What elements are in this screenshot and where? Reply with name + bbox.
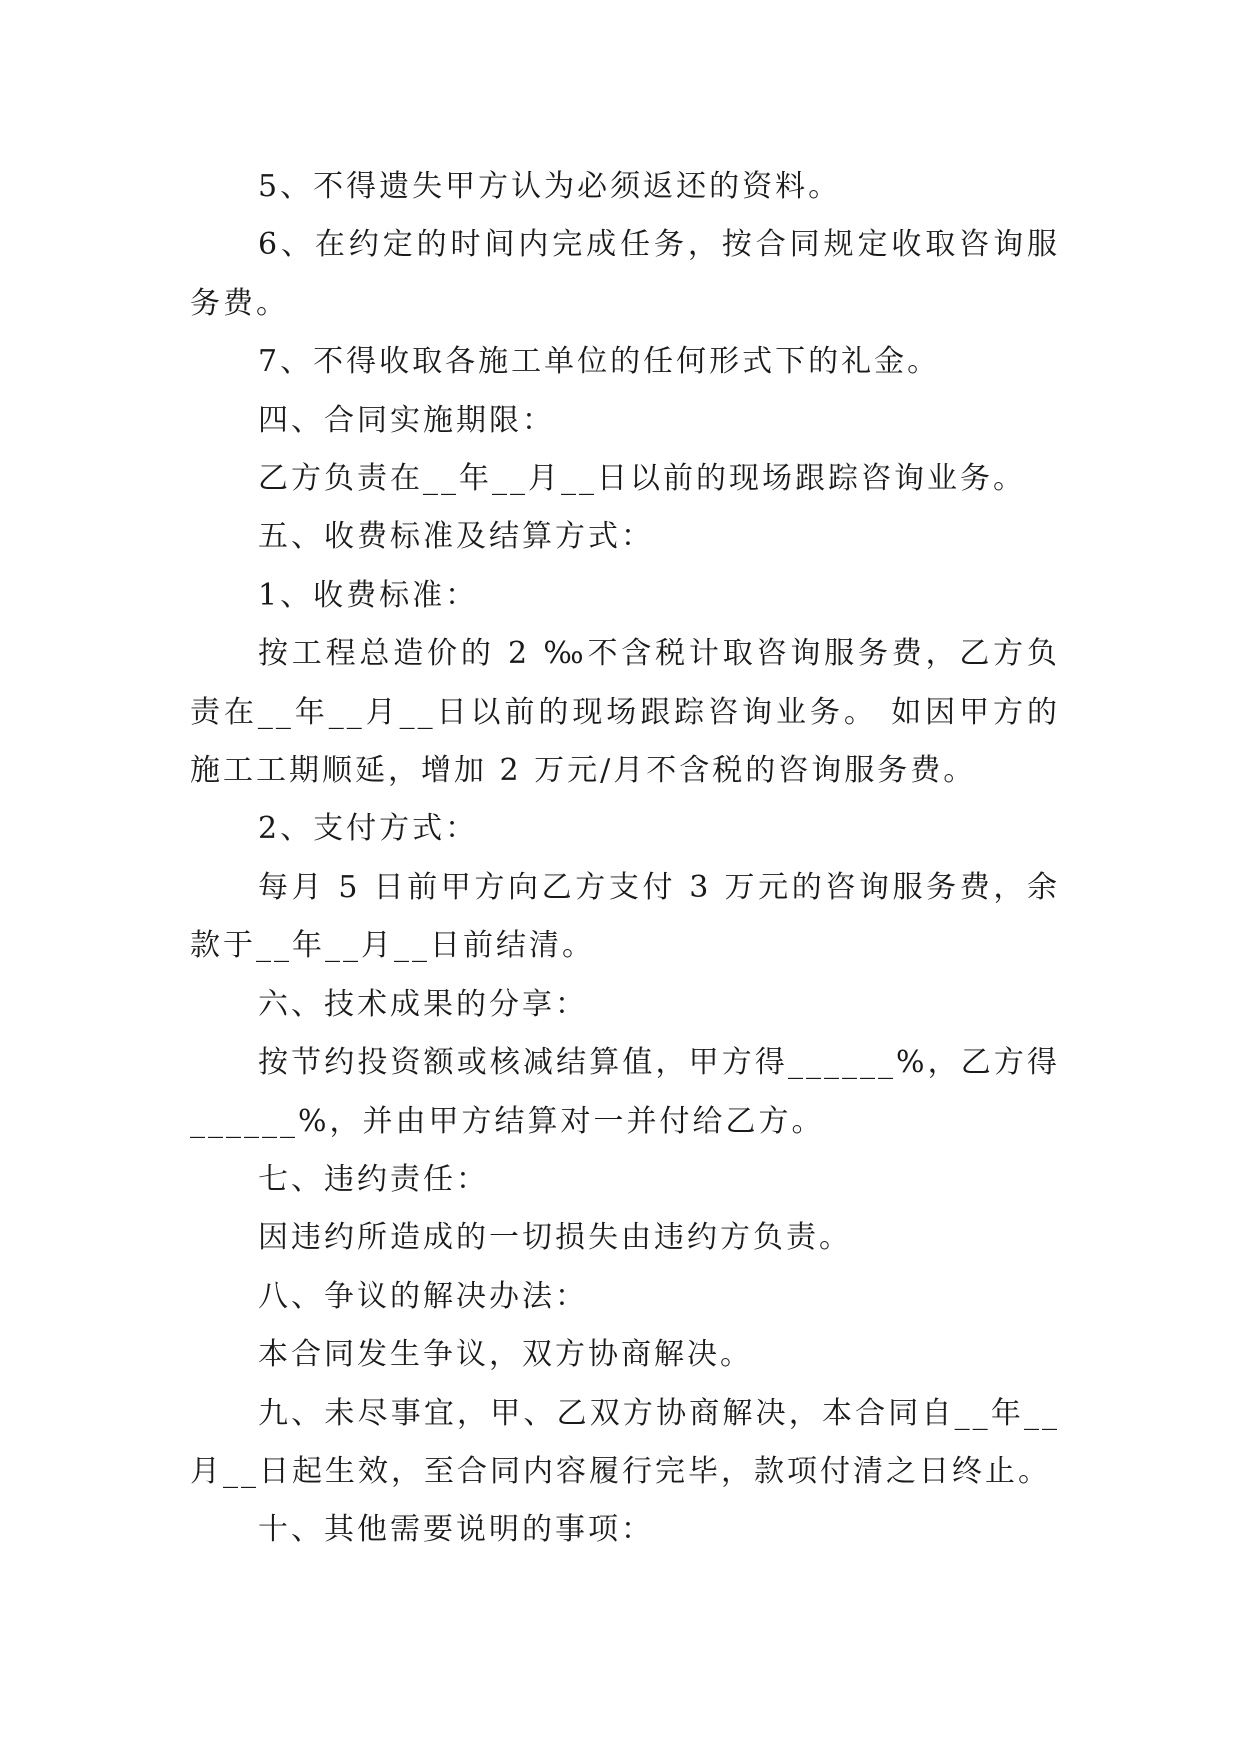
paragraph-results-sharing: 按节约投资额或核减结算值，甲方得______%，乙方得______%，并由甲方结算对一并付给乙方。 xyxy=(190,1045,1060,1139)
paragraph-payment-method: 每月 5 日前甲方向乙方支付 3 万元的咨询服务费，余款于__年__月__日前结清。 xyxy=(190,869,1060,964)
paragraph-fee-standard: 按工程总造价的 2 ‰不含税计取咨询服务费，乙方负责在__年__月__日以前的现场跟踪咨询业务。 如因甲方的施工工期顺延，增加 2 万元/月不含税的咨询服务费。 xyxy=(190,636,1060,789)
paragraph-liability: 因违约所造成的一切损失由违约方负责。 xyxy=(258,1220,852,1256)
subheading-payment-method: 2、支付方式： xyxy=(258,811,479,847)
paragraph-term: 乙方负责在__年__月__日以前的现场跟踪咨询业务。 xyxy=(258,461,1026,497)
subheading-fee-standard: 1、收费标准： xyxy=(258,577,479,613)
section-heading-disputes: 八、争议的解决办法： xyxy=(258,1278,588,1314)
paragraph-disputes: 本合同发生争议，双方协商解决。 xyxy=(258,1337,753,1373)
section-heading-other-matters: 十、其他需要说明的事项： xyxy=(258,1512,654,1548)
paragraph-effective-date: 九、未尽事宜，甲、乙双方协商解决，本合同自__年__月__日起生效，至合同内容履行完毕，款项付清之日终止。 xyxy=(190,1395,1060,1489)
section-heading-term: 四、合同实施期限： xyxy=(258,402,555,438)
paragraph-clause-6: 6、在约定的时间内完成任务，按合同规定收取咨询服务费。 xyxy=(190,227,1060,321)
paragraph-clause-5: 5、不得遗失甲方认为必须返还的资料。 xyxy=(258,169,842,204)
document-body xyxy=(190,158,1060,1560)
section-heading-fees: 五、收费标准及结算方式： xyxy=(258,519,654,555)
paragraph-clause-7: 7、不得收取各施工单位的任何形式下的礼金。 xyxy=(258,344,941,380)
section-heading-liability: 七、违约责任： xyxy=(258,1161,489,1197)
section-heading-results-sharing: 六、技术成果的分享： xyxy=(258,986,588,1022)
